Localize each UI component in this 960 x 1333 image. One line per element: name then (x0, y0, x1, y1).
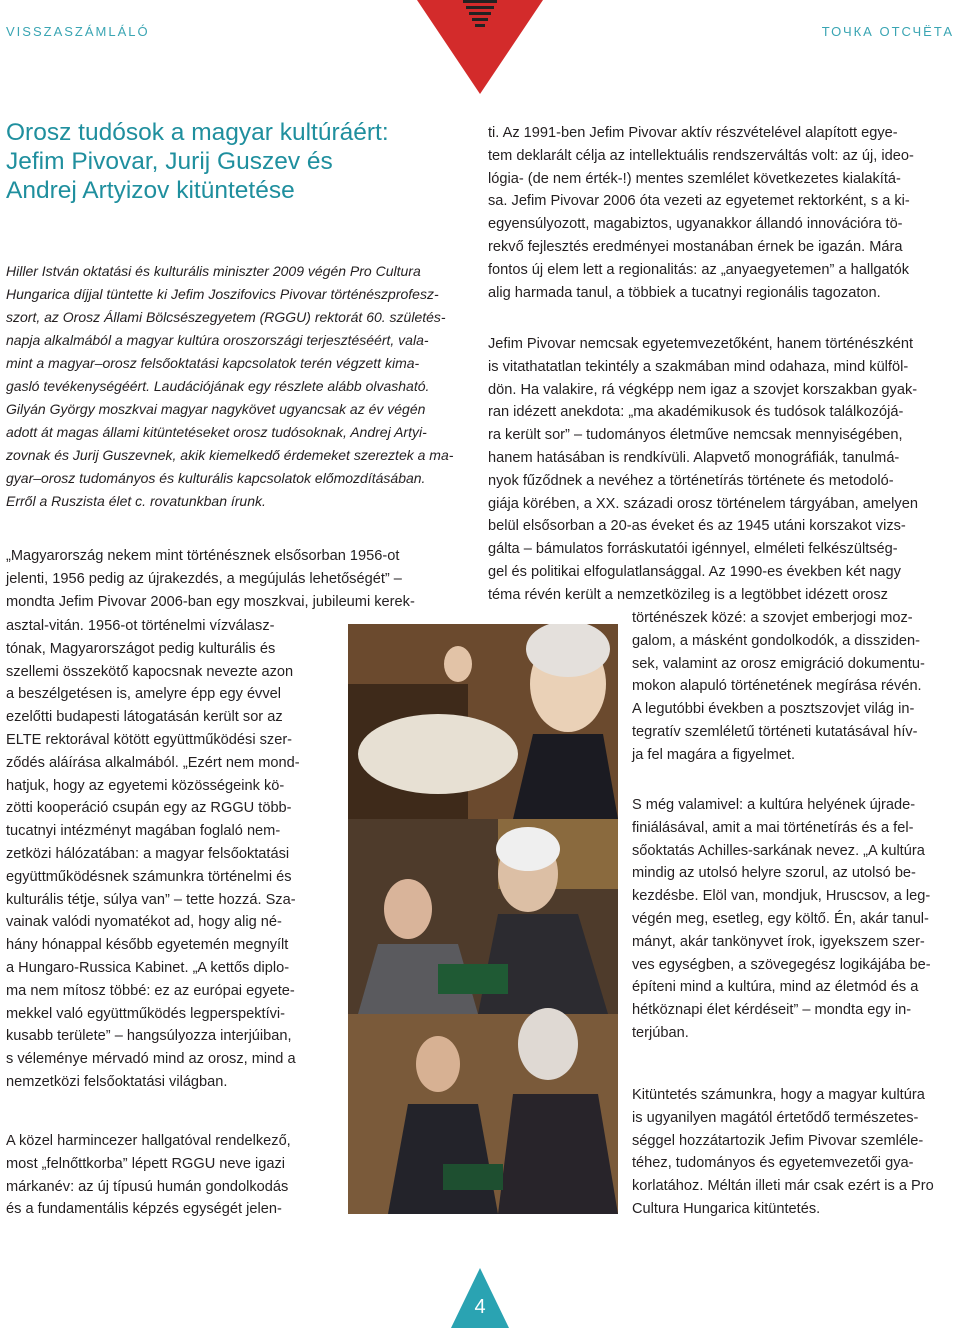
body-line: galom, a másként gondolkodók, a dissziden- (632, 632, 920, 649)
body-line: zetközi hálózatában: a magyar felsőoktatási (6, 845, 290, 862)
body-line: fontos új elem lett a regionalitás: az „anyaegyetemen” a hallgatók (488, 261, 910, 278)
body-line: A közel harmincezer hallgatóval rendelkező, (6, 1133, 291, 1149)
body-line: „Magyarország nekem mint történésznek elsősorban 1956-ot (6, 548, 400, 564)
body-line: egyensúlyozott, magabiztos, ugyanakkor állandó innovációra tö- (488, 216, 903, 233)
body-line: ma nem mítosz többé: ez az európai egyete- (6, 982, 295, 999)
lead-line: gasló tevékenységéért. Laudációjának egy részlete alább olvasható. (6, 378, 430, 394)
body-line: most „felnőttkorba” lépett RGGU neve igazi (6, 1155, 286, 1172)
right-col-para-1 (488, 122, 954, 304)
lead-line: Gilyán György moszkvai magyar nagykövet ugyancsak az év végén (6, 401, 426, 417)
body-line: giája körében, a XX. századi orosz történelem tárgyában, amelyen (488, 495, 918, 512)
body-line: ti. Az 1991-ben Jefim Pivovar aktív részvételével alapított egye- (488, 125, 898, 141)
body-line: finiálásával, amit a mai történetírás és a fel- (632, 819, 914, 836)
body-line: tegratív szemléletű történeti kutatásával hív- (632, 723, 918, 740)
body-line: hanem hatásában is rendkívüli. Alapvető monográfiák, tanulmá- (488, 449, 900, 466)
body-line: kezdésbe. Elöl van, mondjuk, Hruscsov, a leg- (632, 888, 931, 905)
body-line: ezelőtti budapesti látogatásán került sor az (6, 709, 283, 726)
body-line: séggel hozzátartozik Jefim Pivovar szemléle- (632, 1132, 924, 1149)
body-line: s véleménye mérvadó mind az orosz, mind a (6, 1051, 296, 1068)
body-line: is ugyanilyen magától értetődő természetes- (632, 1109, 919, 1126)
left-col-full (6, 545, 468, 613)
body-line: gel és politikai elfogulatlansággal. Az 1990-es években két nagy (488, 563, 901, 580)
right-col-para-4 (632, 1084, 954, 1221)
lead-line: mint a magyar–orosz felsőoktatási kapcsolatok terén végzett kima- (6, 355, 420, 371)
lead-line: Hiller István oktatási és kulturális miniszter 2009 végén Pro Cultura (6, 263, 421, 279)
body-line: lógia- (de nem érték-!) mentes szemlélet következetes kialakítá- (488, 170, 901, 187)
body-line: Kitüntetés számunkra, hogy a magyar kultúra (632, 1087, 925, 1103)
body-line: téma révén került a nemzetközileg is a legtöbbet idézett orosz (488, 586, 888, 603)
body-line: gálta – bámulatos forráskutatói igénnyel, elméleti felkészültség- (488, 541, 898, 558)
body-line: alig harmada tanul, a többiek a tucatnyi regionális tagozaton. (488, 284, 881, 301)
body-line: hatjuk, hogy az egyetemi közösségeink kö- (6, 777, 285, 794)
lead-line: Erről a Ruszista élet c. rovatunkban írunk. (6, 493, 266, 509)
lead-line: szort, az Orosz Állami Bölcsészegyetem (RGGU) rektorát 60. születés- (6, 309, 446, 325)
article-lead (6, 260, 468, 513)
body-line: tónak, Magyarországot pedig kulturális és (6, 640, 276, 657)
lead-line: gyar–orosz tudományos és kulturális kapcsolatok előmozdításában. (6, 470, 426, 486)
photo-collage (348, 624, 618, 1214)
right-col-para-2 (488, 333, 954, 607)
body-line: kusabb területe” – hangsúlyozza interjúiban, (6, 1028, 292, 1045)
lead-line: napja alkalmából a magyar kultúra oroszországi terjesztéséért, vala- (6, 332, 429, 348)
body-line: építeni mind a kultúra, mind az életmód és a (632, 979, 919, 996)
body-line: A legutóbbi években a posztszovjet világ in- (632, 701, 915, 718)
body-line: korlatához. Méltán illeti már csak ezért is a Pro (632, 1178, 934, 1195)
body-line: nemzetközi felsőoktatási világban. (6, 1073, 228, 1090)
body-line: rekvő fejlesztés eredményei mostanában érnek be igazán. Mára (488, 238, 903, 255)
lead-line: adott át magas állami kitüntetéseket orosz tudósoknak, Andrej Artyi- (6, 424, 427, 440)
body-line: hány hónappal később egyetemén megnyílt (6, 937, 289, 954)
body-line: nyok fűződnek a nevéhez a történetírás története és metodoló- (488, 472, 894, 489)
page-number (451, 1268, 509, 1328)
body-line: ja fel magára a figyelmet. (632, 746, 796, 763)
body-line: Cultura Hungarica kitüntetés. (632, 1200, 821, 1217)
body-line: belül elsősorban a 20-as éveket és az 1945 utáni korszakot vizs- (488, 518, 906, 535)
body-line: sa. Jefim Pivovar 2006 óta vezeti az egyetemet rektorként, s a ki- (488, 193, 910, 210)
body-line: a Hungaro-Russica Kabinet. „A kettős diplo- (6, 959, 290, 976)
body-line: ződés aláírása alkalmából. „Ezért nem mond- (6, 754, 300, 771)
lead-line: zovnak és Jurij Guszevnek, akik kiemelkedő érdemeket szereztek a ma- (6, 447, 454, 463)
body-line: mondta Jefim Pivovar 2006-ban egy moszkvai, jubileumi kerek- (6, 593, 415, 610)
lead-line: Hungarica díjjal tüntette ki Jefim Joszifovics Pivovar történészprofesz- (6, 286, 439, 302)
body-line: jelenti, 1956 pedig az újrakezdés, a megújulás lehetőségét” – (6, 570, 402, 587)
page-number-text: 4 (474, 1296, 486, 1318)
left-col-narrow (6, 615, 336, 1094)
body-line: mindig az utolsó helyre szorul, az utolsó be- (632, 865, 916, 882)
body-line: vainak valódi nyomatékot ad, hogy alig né- (6, 914, 282, 931)
body-line: dön. Ha valakire, rá végképp nem igaz a szovjet korszakban gyak- (488, 381, 918, 398)
body-line: S még valamivel: a kultúra helyének újrade- (632, 797, 916, 813)
body-line: végén meg, esetleg, egy költő. Én, akár tanul- (632, 910, 929, 927)
body-line: zötti kooperáció csupán egy az RGGU több- (6, 800, 292, 817)
body-line: mokon alapuló történetének megírása révén. (632, 678, 922, 695)
body-line: ran idézett anekdota: „ma akadémikusok és tudósok találkozójá- (488, 404, 904, 421)
emblem-logo (417, 0, 543, 96)
section-header-hungarian: VISSZASZÁMLÁLÓ (6, 24, 150, 39)
section-header-russian: ТОЧКА ОТСЧЁТА (821, 24, 954, 39)
body-line: téhez, tudományos és egyetemvezetői gya- (632, 1155, 914, 1172)
body-line: sek, valamint az orosz emigráció dokumentu- (632, 655, 925, 672)
body-line: terjúban. (632, 1024, 689, 1041)
right-col-para-3 (632, 794, 954, 1045)
article-title (6, 118, 416, 205)
left-col-last (6, 1130, 336, 1221)
title-line: Andrej Artyizov kitüntetése (6, 177, 295, 204)
body-line: asztal-vitán. 1956-ot történelmi vízválasz- (6, 618, 275, 634)
title-line: Jefim Pivovar, Jurij Guszev és (6, 148, 333, 175)
body-line: ves egységben, a szövegegész logikájába be- (632, 956, 931, 973)
body-line: tem deklarált célja az intellektuális rendszerváltás volt: az új, ideo- (488, 147, 914, 164)
body-line: is vitathatatlan tekintély a szakmában mind odahaza, mind külföl- (488, 358, 909, 375)
body-line: ELTE rektorával kötött együttműködési szer- (6, 731, 293, 748)
body-line: tucatnyi intézményt magában foglaló nem- (6, 823, 281, 840)
title-line: Orosz tudósok a magyar kultúráért: (6, 119, 389, 146)
body-line: hétköznapi élet kérdéseit” – mondta egy in- (632, 1002, 912, 1019)
body-line: ra került sor” – tudományos életművе nemcsak mennyiségében, (488, 427, 903, 444)
body-line: együttműködésnek számunkra történelmi és (6, 868, 292, 885)
body-line: sőoktatás Achilles-sarkának nevez. „A kultúra (632, 842, 925, 859)
body-line: Jefim Pivovar nemcsak egyetemvezetőként, hanem történészként (488, 336, 914, 352)
body-line: mányt, akár tankönyvet írok, igyekszem szer- (632, 933, 925, 950)
body-line: történészek közé: a szovjet emberjogi moz- (632, 610, 913, 626)
body-line: szellemi összekötő kapocsnak nevezte azon (6, 663, 294, 680)
body-line: mekkel való együttműködés legperspektívi- (6, 1005, 286, 1022)
body-line: és a fundamentális képzés egységét jelen- (6, 1201, 282, 1218)
right-col-para-2-cont (632, 607, 954, 767)
body-line: márkanév: az új típusú humán gondolkodás (6, 1178, 289, 1195)
body-line: kulturális tétje, súlya van” – tette hozzá. Sza- (6, 891, 296, 908)
body-line: a beszélgetésen is, amelyre épp egy évvel (6, 686, 282, 703)
